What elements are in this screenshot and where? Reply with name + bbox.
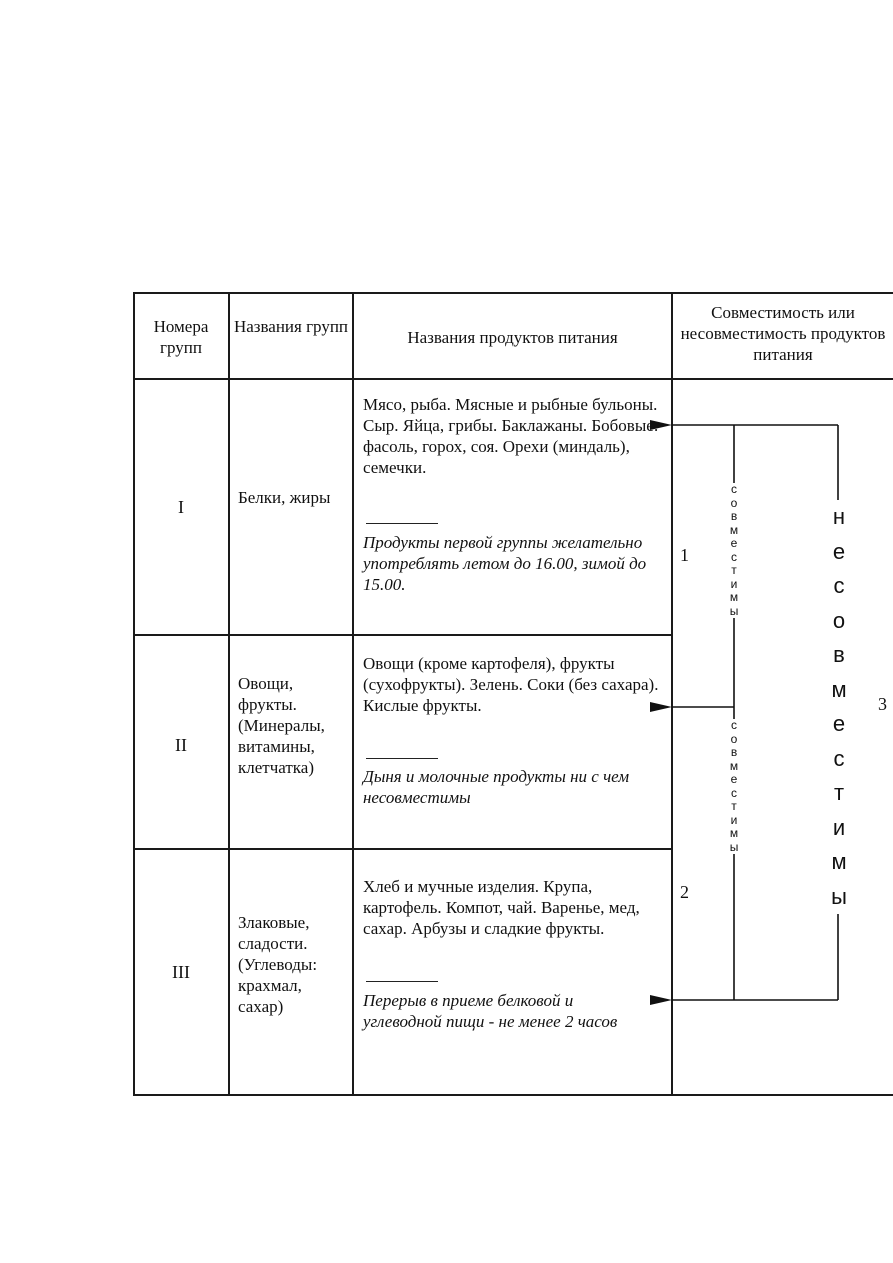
link-label-2: 2 — [680, 882, 689, 902]
vertical-letter: ы — [729, 839, 739, 854]
row3-note: Перерыв в приеме белковой и углеводной пищи - не менее 2 часов — [363, 991, 618, 1031]
row2-products: Овощи (кроме картофеля), фрукты (сухофрукты). Зелень. Соки (без сахара). Кислые фрукты. — [363, 654, 659, 715]
vertical-letter: ы — [831, 883, 847, 909]
vertical-letter: е — [730, 536, 738, 550]
row2-group: Овощи, фрукты. (Минералы, витамины, клетчатка) — [238, 674, 325, 777]
vertical-letter: и — [730, 812, 738, 827]
vertical-letter: м — [729, 590, 739, 604]
vertical-letter: е — [730, 772, 738, 786]
vertical-letter: о — [730, 731, 738, 746]
vertical-letter: в — [833, 642, 845, 667]
row1-group: Белки, жиры — [238, 488, 331, 507]
link-label-3: 3 — [878, 694, 887, 714]
vertical-letter: с — [731, 718, 737, 732]
vertical-letter: м — [831, 676, 847, 702]
compatible-word-lower — [725, 719, 743, 854]
vertical-letter: и — [730, 576, 738, 591]
vertical-letter: н — [832, 504, 846, 529]
header-group-name: Названия групп — [233, 317, 349, 336]
vertical-letter: с — [731, 482, 737, 496]
compatible-word-upper — [725, 483, 743, 618]
vertical-letter: т — [833, 780, 845, 805]
incompatible-word — [826, 500, 852, 914]
vertical-letter: с — [833, 745, 845, 771]
vertical-letter: о — [832, 607, 846, 633]
header-products: Названия продуктов питания — [407, 328, 618, 347]
row2-number: II — [175, 735, 187, 755]
vertical-letter: м — [831, 849, 847, 874]
header-compatibility: Совместимость или несовместимость продуктов питания — [680, 303, 886, 364]
vertical-letter: м — [729, 522, 739, 537]
vertical-letter: е — [832, 711, 846, 736]
vertical-letter: е — [832, 538, 846, 564]
row3-group: Злаковые, сладости. (Углеводы: крахмал, сахар) — [238, 913, 318, 1016]
vertical-letter: ы — [729, 603, 739, 618]
vertical-letter: м — [729, 826, 739, 840]
row3-products: Хлеб и мучные изделия. Крупа, картофель. Компот, чай. Варенье, мед, сахар. Арбузы и сладкие фрукты. — [363, 877, 640, 938]
vertical-letter: и — [832, 814, 846, 840]
vertical-letter: м — [729, 758, 739, 773]
vertical-letter: с — [731, 785, 737, 800]
vertical-letter: в — [730, 745, 738, 759]
vertical-letter: с — [731, 549, 737, 564]
vertical-letter: т — [731, 563, 737, 577]
vertical-letter: с — [833, 573, 845, 598]
row3-number: III — [172, 962, 190, 982]
row1-note: Продукты первой группы желательно употреблять летом до 16.00, зимой до 15.00. — [363, 533, 647, 594]
vertical-letter: в — [730, 509, 738, 523]
vertical-letter: т — [731, 799, 737, 813]
link-label-1: 1 — [680, 545, 689, 565]
row1-number: I — [178, 497, 184, 517]
header-group-number: Номера групп — [153, 317, 209, 357]
row1-products: Мясо, рыба. Мясные и рыбные бульоны. Сыр. Яйца, грибы. Баклажаны. Бобовые: фасоль, горох, соя. Орехи (миндаль), семечки. — [363, 395, 659, 477]
vertical-letter: о — [730, 495, 738, 510]
row2-note: Дыня и молочные продукты ни с чем несовместимы — [363, 767, 630, 807]
